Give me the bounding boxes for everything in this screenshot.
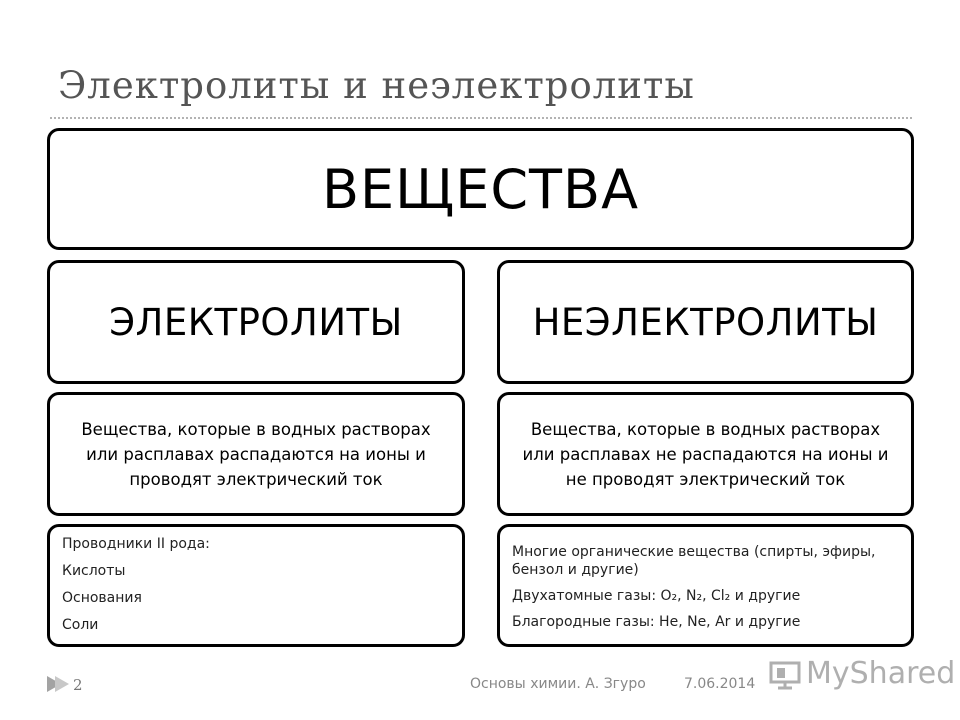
nonelectrolytes-heading: НЕЭЛЕКТРОЛИТЫ [532,300,879,344]
electrolytes-heading: ЭЛЕКТРОЛИТЫ [109,300,403,344]
list-item: Двухатомные газы: O₂, N₂, Cl₂ и другие [512,588,801,604]
list-item: Благородные газы: He, Ne, Ar и другие [512,614,801,630]
footer-text: Основы химии. А. Згуро [470,676,646,692]
presentation-icon [768,657,802,691]
list-item: Кислоты [62,563,126,579]
list-item: Основания [62,590,142,606]
electrolytes-definition: Вещества, которые в водных растворах или расплавах распадаются на ионы и проводят электрический ток [81,419,431,489]
title-divider [50,117,912,119]
page-number: 2 [73,676,83,694]
slide-title: Электролиты и неэлектролиты [58,64,695,107]
electrolytes-examples-box [47,524,465,647]
nonelectrolytes-definition: Вещества, которые в водных растворах или расплавах не распадаются на ионы и не проводят электрический ток [522,419,889,489]
substances-box [47,128,914,250]
nonelectrolytes-examples-box [497,524,914,647]
watermark-text: MyShared [806,656,956,691]
list-item: Проводники II рода: [62,536,210,552]
footer-date: 7.06.2014 [684,676,756,692]
electrolytes-box [47,260,465,384]
watermark-logo [768,656,955,691]
footer-arrow-icon [55,676,69,692]
substances-label: ВЕЩЕСТВА [321,157,640,221]
electrolytes-definition-box [47,392,465,516]
nonelectrolytes-definition-box [497,392,914,516]
nonelectrolytes-box [497,260,914,384]
list-item: Многие органические вещества (спирты, эфиры, бензол и другие) [512,544,876,578]
list-item: Соли [62,617,99,633]
